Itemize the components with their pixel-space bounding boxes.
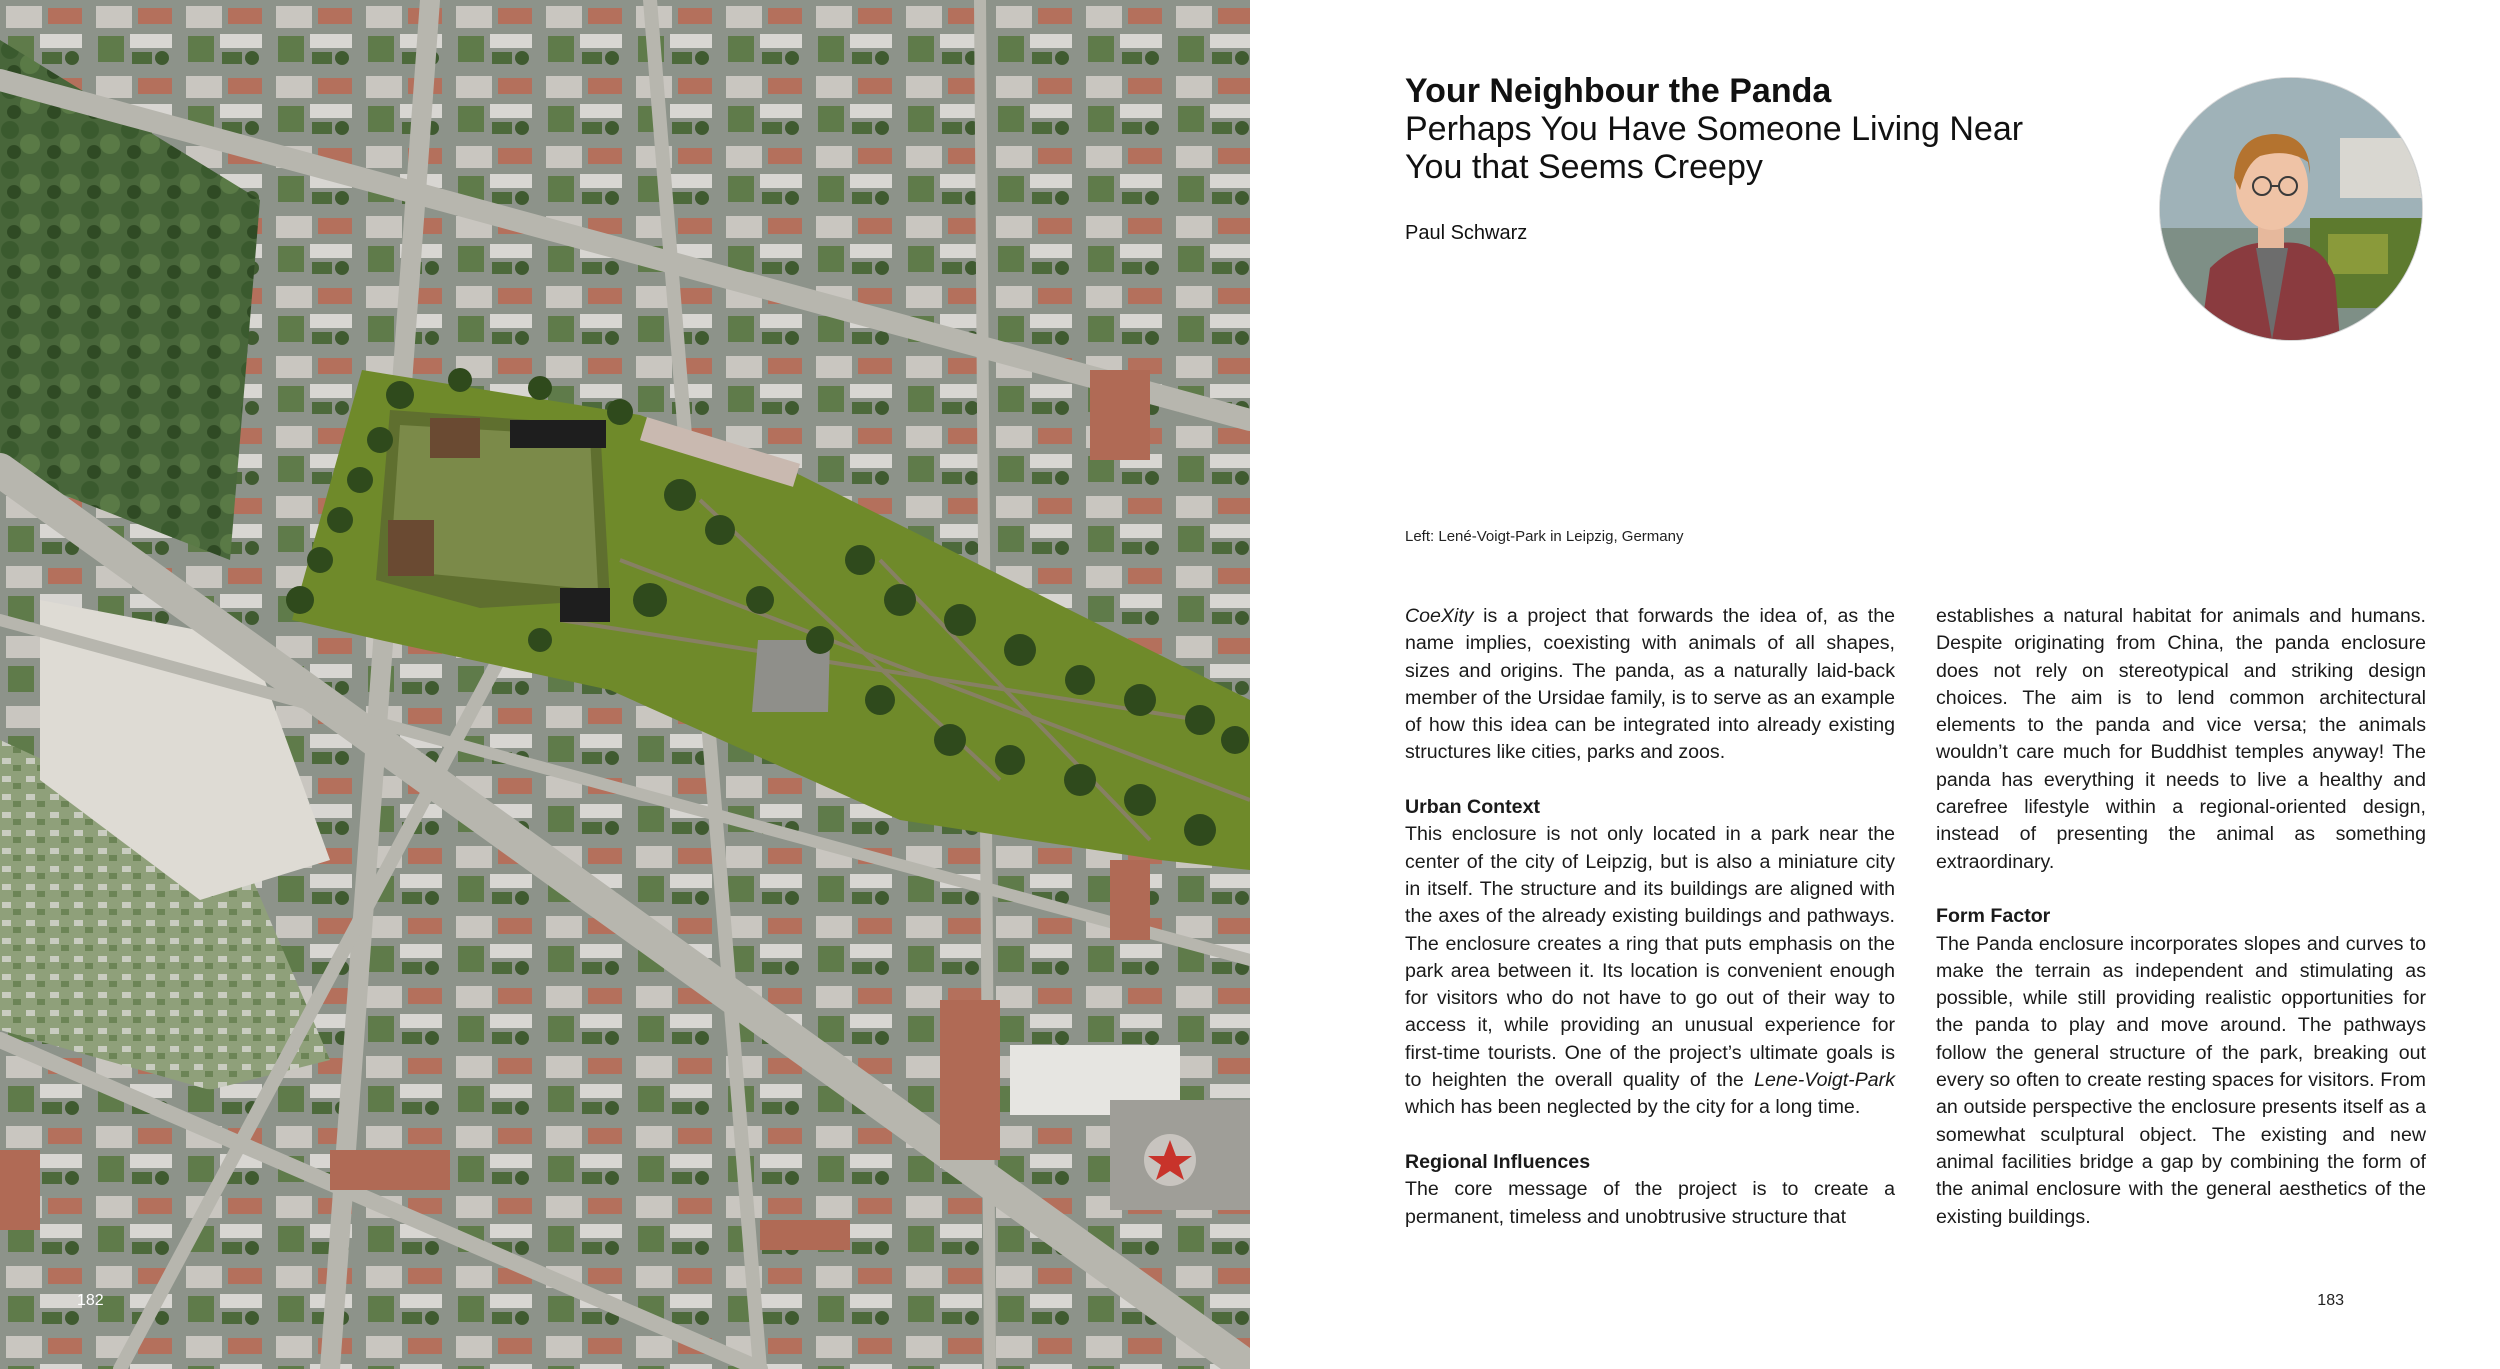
project-name: CoeXity [1405,605,1474,627]
author-portrait-illustration [2160,78,2422,340]
portrait-drawing [2160,78,2422,340]
section-heading-regional-influences: Regional Influences [1405,1150,1591,1173]
park-name: Lene-Voigt-Park [1754,1069,1895,1092]
section-heading-urban-context: Urban Context [1405,796,1540,819]
article-subtitle: Perhaps You Have Someone Living Near You that Seems Creepy [1405,110,2024,186]
right-page [1250,0,2500,1369]
urban-context-paragraph: This enclosure is not only located in a park near the center of the city of Leipzig, but is also a miniature city in itself. The structure and its buildings are aligned with the axes of the already existing buildings and pathways. The enclosure creates a ring that puts emphasis on the park area between it. Its location is convenient enough for visitors who do not have to go out of their way to access it, while providing an unusual experience for first-time tourists. One of the project’s ultimate goals is to heighten the overall quality of the Lene-Voigt-Park which has been neglected by the city for a long time. [1405,823,1895,1119]
intro-paragraph: CoeXity is a project that forwards the idea of, as the name implies, coexisting with animals of all shapes, sizes and origins. The panda, as a naturally laid-back member of the Ursidae family, is to serve as an example of how this idea can be integrated into already existing structures like cities, parks and zoos. [1405,605,1895,764]
regional-influences-paragraph-start: The core message of the project is to create a permanent, timeless and unobtrusive structure that [1405,1178,1895,1228]
regional-influences-paragraph-continued: establishes a natural habitat for animals and humans. Despite originating from China, the panda enclosure does not rely on stereotypical and striking design choices. The aim is to lend common architectural elements to the panda and vice versa; the animals wouldn’t care much for Buddhist temples anyway! The panda has everything it needs to live a healthy and carefree lifestyle within a regional-oriented design, instead of presenting the animal as something extraordinary. [1936,605,2426,873]
author-name: Paul Schwarz [1405,222,1528,244]
section-heading-form-factor: Form Factor [1936,905,2051,928]
image-caption: Left: Lené-Voigt-Park in Leipzig, Germany [1405,528,1684,545]
page-number-right: 183 [2317,1292,2344,1309]
page-number-left: 182 [77,1292,104,1309]
form-factor-paragraph: The Panda enclosure incorporates slopes and curves to make the terrain as independent and stimulating as possible, while still providing realistic opportunities for the panda to play and move around. The pathways follow the general structure of the park, breaking out every so often to create resting spaces for visitors. From an outside perspective the enclosure presents itself as a somewhat sculptural object. The existing and new animal facilities bridge a gap by combining the form of the animal enclosure with the general aesthetics of the existing buildings. [1936,932,2426,1228]
article-title: Your Neighbour the Panda [1405,72,1832,110]
text-column-left [1405,603,1895,1231]
text-column-right [1936,603,2426,1231]
